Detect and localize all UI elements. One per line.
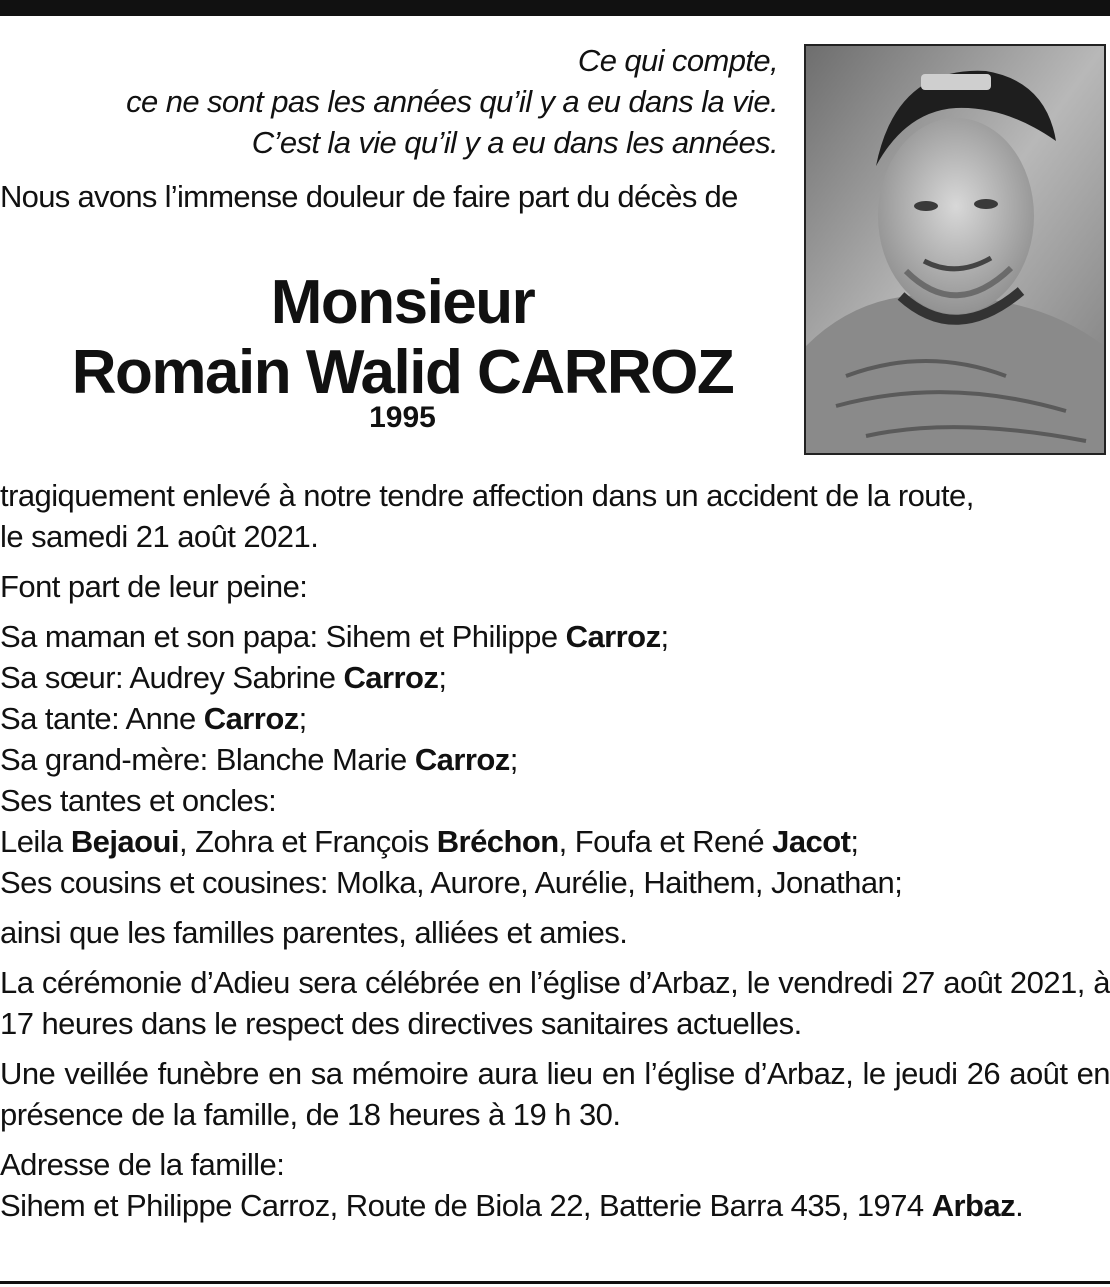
aunts-uncles-names: Leila Bejaoui, Zohra et François Bréchon, Foufa et René Jacot; <box>0 824 859 859</box>
portrait-photo <box>804 44 1106 455</box>
other-families: ainsi que les familles parentes, alliées et amies. <box>0 915 628 950</box>
font-part-label: Font part de leur peine: <box>0 569 308 604</box>
ceremony-paragraph: La cérémonie d’Adieu sera célébrée en l’église d’Arbaz, le vendredi 27 août 2021, à 17 heures dans le respect des directives sanitaires actuelles. <box>0 965 1110 1041</box>
address-line: Sihem et Philippe Carroz, Route de Biola 22, Batterie Barra 435, 1974 Arbaz. <box>0 1188 1024 1223</box>
honorific: Monsieur <box>270 268 535 337</box>
family-address <box>0 1144 1110 1226</box>
announcement-intro: Nous avons l’immense douleur de faire part du décès de <box>0 179 738 214</box>
deceased-name: Romain Walid CARROZ <box>71 338 734 407</box>
epigraph-quote <box>0 40 778 163</box>
quote-line: C’est la vie qu’il y a eu dans les années. <box>251 125 778 160</box>
family-list <box>0 616 1110 903</box>
deceased-name-block <box>0 268 805 436</box>
birth-year: 1995 <box>369 401 436 434</box>
announcement-body <box>0 475 1110 1235</box>
quote-line: ce ne sont pas les années qu’il y a eu dans la vie. <box>126 84 778 119</box>
family-grandmother: Sa grand-mère: Blanche Marie Carroz; <box>0 742 518 777</box>
portrait-image <box>806 46 1104 453</box>
address-label: Adresse de la famille: <box>0 1147 285 1182</box>
family-sister: Sa sœur: Audrey Sabrine Carroz; <box>0 660 447 695</box>
accident-date: le samedi 21 août 2021. <box>0 519 319 554</box>
bottom-rule <box>0 1281 1110 1284</box>
vigil-paragraph: Une veillée funèbre en sa mémoire aura lieu en l’église d’Arbaz, le jeudi 26 août en présence de la famille, de 18 heures à 19 h 30. <box>0 1056 1110 1132</box>
quote-line: Ce qui compte, <box>577 43 778 78</box>
accident-text: tragiquement enlevé à notre tendre affection dans un accident de la route, <box>0 478 974 513</box>
aunts-uncles-label: Ses tantes et oncles: <box>0 783 277 818</box>
family-aunt: Sa tante: Anne Carroz; <box>0 701 307 736</box>
cousins-line: Ses cousins et cousines: Molka, Aurore, Aurélie, Haithem, Jonathan; <box>0 865 903 900</box>
family-parents: Sa maman et son papa: Sihem et Philippe Carroz; <box>0 619 669 654</box>
top-rule <box>0 0 1110 16</box>
